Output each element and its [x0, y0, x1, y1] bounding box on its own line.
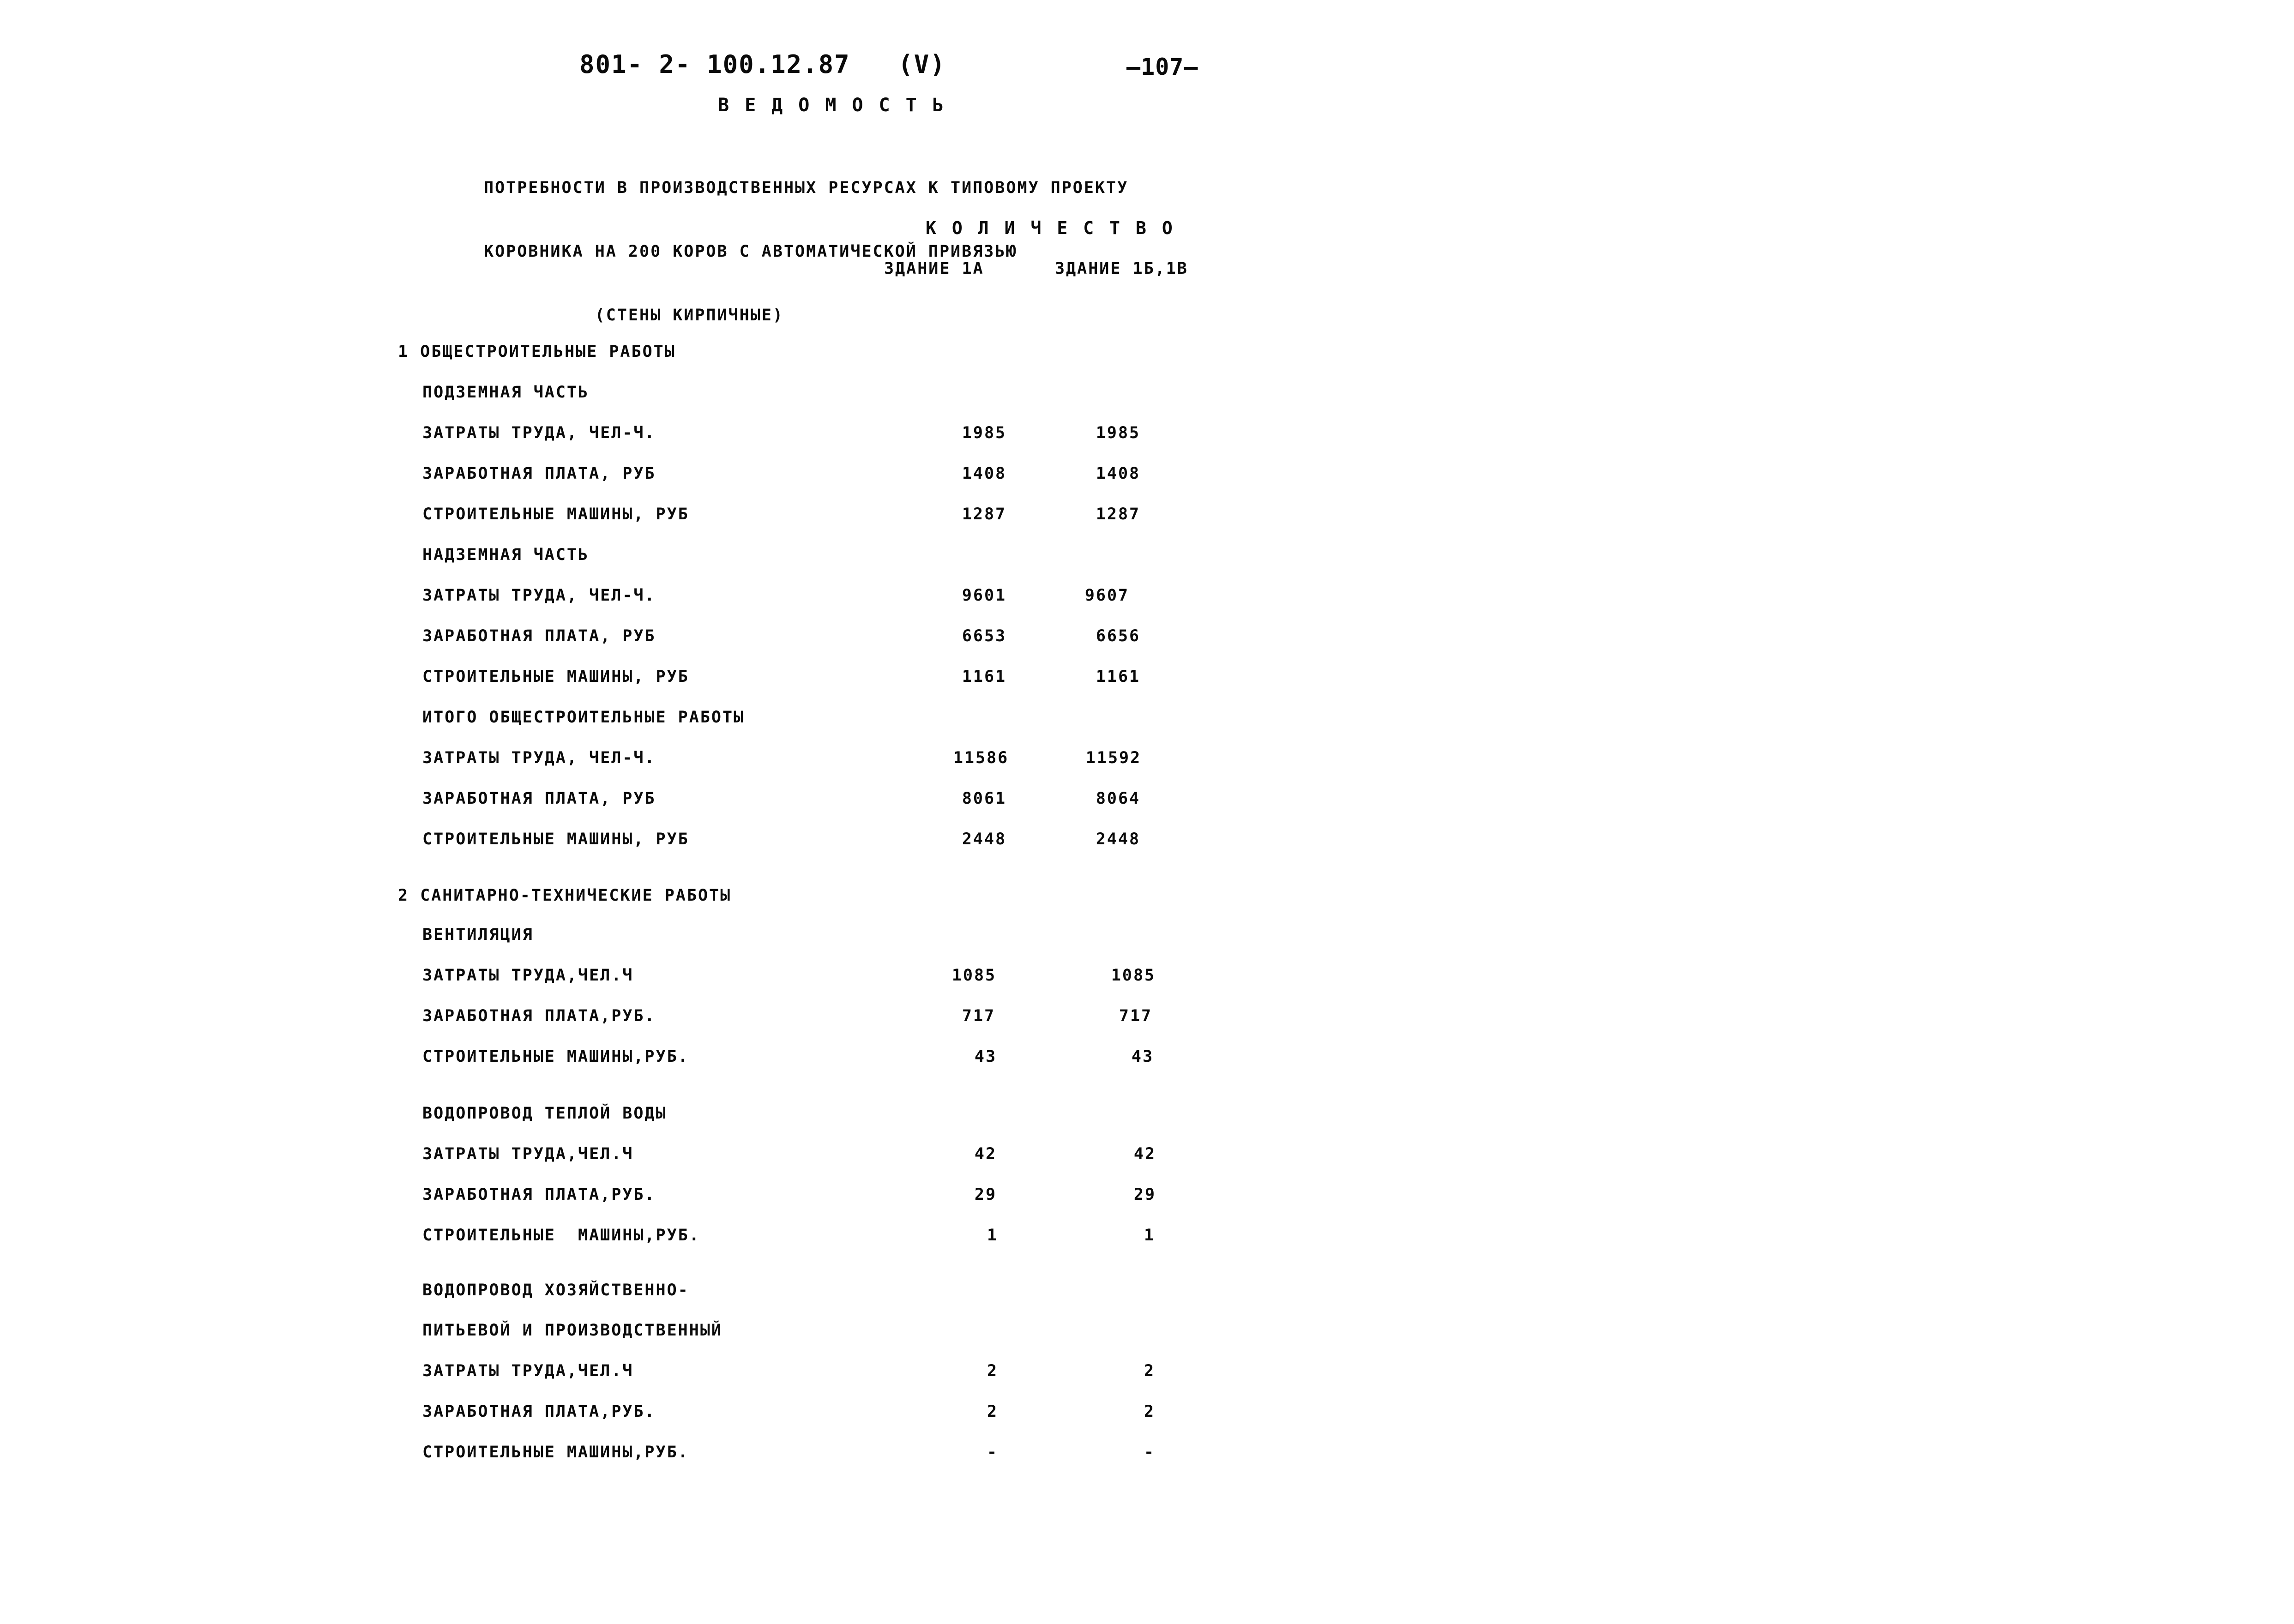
row-label: ВОДОПРОВОД ХОЗЯЙСТВЕННО-: [422, 1281, 689, 1299]
row-label: СТРОИТЕЛЬНЫЕ МАШИНЫ, РУБ: [422, 505, 689, 523]
table-row: [0, 627, 2294, 655]
row-label: ЗАТРАТЫ ТРУДА, ЧЕЛ-Ч.: [422, 424, 656, 442]
value-building-1b-1v: 42: [1133, 1145, 1156, 1163]
column-header-building-1a: ЗДАНИЕ 1А: [884, 259, 984, 278]
table-row: [0, 1007, 2294, 1035]
table-row: [0, 464, 2294, 492]
value-building-1b-1v: 6656: [1096, 627, 1141, 645]
value-building-1b-1v: 1161: [1096, 668, 1141, 686]
table-row: [0, 926, 2294, 953]
value-building-1a: 43: [974, 1047, 997, 1066]
row-label: ЗАТРАТЫ ТРУДА, ЧЕЛ-Ч.: [422, 749, 656, 767]
quantity-header: КОЛИЧЕСТВО: [926, 218, 1188, 238]
table-row: [0, 383, 2294, 411]
value-building-1a: 6653: [962, 627, 1007, 645]
table-row: [0, 1281, 2294, 1309]
table-row: [0, 886, 2294, 914]
value-building-1a: 29: [974, 1185, 997, 1204]
row-label: ВОДОПРОВОД ТЕПЛОЙ ВОДЫ: [422, 1104, 667, 1123]
table-row: [0, 1104, 2294, 1132]
value-building-1a: 1287: [962, 505, 1007, 523]
value-building-1b-1v: 8064: [1096, 789, 1141, 808]
table-row: [0, 1402, 2294, 1430]
subtitle-line: ПОТРЕБНОСТИ В ПРОИЗВОДСТВЕННЫХ РЕСУРСАХ К ТИПОВОМУ ПРОЕКТУ: [484, 179, 1129, 197]
value-building-1b-1v: 1985: [1096, 424, 1141, 442]
document-code: 801- 2- 100.12.87 (V): [579, 50, 946, 79]
table-row: [0, 1443, 2294, 1471]
value-building-1b-1v: 1085: [1111, 966, 1156, 985]
value-building-1b-1v: 29: [1133, 1185, 1156, 1204]
document-subtitle: [484, 135, 1128, 368]
row-label: ЗАРАБОТНАЯ ПЛАТА, РУБ: [422, 789, 656, 808]
table-row: [0, 546, 2294, 573]
value-building-1a: 8061: [962, 789, 1007, 808]
table-row: [0, 1185, 2294, 1213]
row-label: ИТОГО ОБЩЕСТРОИТЕЛЬНЫЕ РАБОТЫ: [422, 708, 745, 727]
table-row: [0, 708, 2294, 736]
row-label: 2 САНИТАРНО-ТЕХНИЧЕСКИЕ РАБОТЫ: [398, 886, 732, 905]
row-label: СТРОИТЕЛЬНЫЕ МАШИНЫ, РУБ: [422, 830, 689, 848]
value-building-1b-1v: 717: [1119, 1007, 1153, 1025]
value-building-1a: -: [987, 1443, 999, 1462]
table-row: [0, 668, 2294, 695]
value-building-1b-1v: 2448: [1096, 830, 1141, 848]
value-building-1b-1v: 43: [1131, 1047, 1154, 1066]
value-building-1b-1v: 9607: [1084, 586, 1130, 605]
row-label: СТРОИТЕЛЬНЫЕ МАШИНЫ,РУБ.: [422, 1443, 689, 1462]
value-building-1a: 1985: [962, 424, 1007, 442]
value-building-1b-1v: 11592: [1085, 749, 1142, 767]
row-label: ЗАТРАТЫ ТРУДА,ЧЕЛ.Ч: [422, 1362, 634, 1380]
value-building-1a: 1085: [951, 966, 997, 985]
value-building-1a: 1161: [962, 668, 1007, 686]
table-row: [0, 1145, 2294, 1173]
value-building-1b-1v: 1287: [1096, 505, 1141, 523]
row-label: ЗАРАБОТНАЯ ПЛАТА,РУБ.: [422, 1007, 656, 1025]
row-label: ЗАРАБОТНАЯ ПЛАТА, РУБ: [422, 464, 656, 483]
table-row: [0, 1226, 2294, 1254]
row-label: СТРОИТЕЛЬНЫЕ МАШИНЫ,РУБ.: [422, 1226, 700, 1245]
row-label: ЗАТРАТЫ ТРУДА,ЧЕЛ.Ч: [422, 966, 634, 985]
document-title: ВЕДОМОСТЬ: [718, 95, 959, 116]
value-building-1a: 2448: [962, 830, 1007, 848]
row-label: ЗАРАБОТНАЯ ПЛАТА,РУБ.: [422, 1185, 656, 1204]
table-row: [0, 830, 2294, 858]
page-number: —107—: [1126, 54, 1198, 80]
table-row: [0, 749, 2294, 776]
row-label: ЗАТРАТЫ ТРУДА,ЧЕЛ.Ч: [422, 1145, 634, 1163]
table-row: [0, 586, 2294, 614]
value-building-1b-1v: 1408: [1096, 464, 1141, 483]
row-label: ЗАРАБОТНАЯ ПЛАТА, РУБ: [422, 627, 656, 645]
table-row: [0, 424, 2294, 451]
row-label: ЗАРАБОТНАЯ ПЛАТА,РУБ.: [422, 1402, 656, 1421]
value-building-1a: 11586: [953, 749, 1009, 767]
row-label: ПИТЬЕВОЙ И ПРОИЗВОДСТВЕННЫЙ: [422, 1321, 723, 1340]
value-building-1b-1v: 2: [1144, 1402, 1156, 1421]
table-row: [0, 1321, 2294, 1349]
subtitle-line: (СТЕНЫ КИРПИЧНЫЕ): [484, 306, 784, 325]
row-label: СТРОИТЕЛЬНЫЕ МАШИНЫ, РУБ: [422, 668, 689, 686]
value-building-1a: 2: [987, 1362, 999, 1380]
table-row: [0, 343, 2294, 370]
row-label: СТРОИТЕЛЬНЫЕ МАШИНЫ,РУБ.: [422, 1047, 689, 1066]
row-label: ПОДЗЕМНАЯ ЧАСТЬ: [422, 383, 590, 402]
table-row: [0, 1047, 2294, 1075]
value-building-1a: 717: [962, 1007, 996, 1025]
table-row: [0, 505, 2294, 533]
row-label: 1 ОБЩЕСТРОИТЕЛЬНЫЕ РАБОТЫ: [398, 343, 676, 361]
value-building-1a: 1: [987, 1226, 999, 1245]
column-header-building-1b-1v: ЗДАНИЕ 1Б,1В: [1055, 259, 1188, 278]
row-label: ВЕНТИЛЯЦИЯ: [422, 926, 534, 944]
table-row: [0, 966, 2294, 994]
table-row: [0, 789, 2294, 817]
value-building-1b-1v: 2: [1144, 1362, 1156, 1380]
value-building-1a: 1408: [962, 464, 1007, 483]
value-building-1b-1v: 1: [1144, 1226, 1156, 1245]
table-row: [0, 1362, 2294, 1389]
value-building-1a: 42: [974, 1145, 997, 1163]
row-label: ЗАТРАТЫ ТРУДА, ЧЕЛ-Ч.: [422, 586, 656, 605]
row-label: НАДЗЕМНАЯ ЧАСТЬ: [422, 546, 590, 564]
subtitle-line: КОРОВНИКА НА 200 КОРОВ С АВТОМАТИЧЕСКОЙ ПРИВЯЗЬЮ: [484, 242, 1018, 261]
value-building-1a: 9601: [962, 586, 1007, 605]
value-building-1a: 2: [987, 1402, 999, 1421]
value-building-1b-1v: -: [1144, 1443, 1156, 1462]
